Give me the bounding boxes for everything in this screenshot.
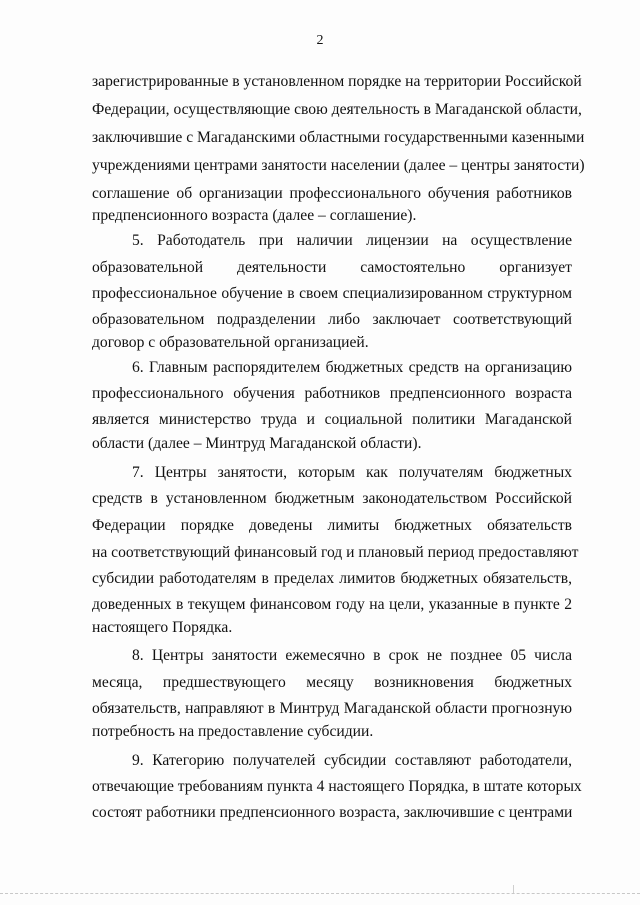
- text-line: соглашение об организации профессионального обучения работников: [92, 185, 572, 202]
- clause-5-first-line: 5. Работодатель при наличии лицензии на осуществление: [132, 232, 572, 249]
- text-line: на соответствующий финансовый год и плановый период предоставляют: [92, 544, 579, 561]
- clause-6-first-line: 6. Главным распорядителем бюджетных средств на организацию: [132, 359, 572, 376]
- text-line: месяца, предшествующего месяцу возникновения бюджетных: [92, 674, 572, 691]
- text-line: образовательной деятельности самостоятельно организует: [92, 259, 572, 276]
- text-line: Федерации, осуществляющие свою деятельность в Магаданской области,: [92, 101, 582, 118]
- text-line: образовательном подразделении либо заключает соответствующий: [92, 311, 572, 328]
- text-line: обязательств, направляют в Минтруд Магаданской области прогнозную: [92, 700, 572, 717]
- text-line: настоящего Порядка.: [92, 619, 233, 636]
- text-line: является министерство труда и социальной политики Магаданской: [92, 411, 572, 428]
- text-line: отвечающие требованиям пункта 4 настоящего Порядка, в штате которых: [92, 778, 582, 795]
- clause-9-first-line: 9. Категорию получателей субсидии составляют работодатели,: [132, 752, 572, 769]
- text-line: Федерации порядке доведены лимиты бюджетных обязательств: [92, 517, 572, 534]
- text-line: профессиональное обучение в своем специализированном структурном: [92, 285, 572, 302]
- text-line: профессионального обучения работников предпенсионного возраста: [92, 385, 572, 402]
- text-line: субсидии работодателям в пределах лимитов бюджетных обязательств,: [92, 570, 572, 587]
- clause-8-first-line: 8. Центры занятости ежемесячно в срок не позднее 05 числа: [132, 647, 572, 664]
- text-line: области (далее – Минтруд Магаданской области).: [92, 435, 422, 452]
- text-line: состоят работники предпенсионного возраста, заключившие с центрами: [92, 804, 573, 821]
- text-line: потребность на предоставление субсидии.: [92, 723, 374, 740]
- text-line: доведенных в текущем финансовом году на цели, указанные в пункте 2: [92, 596, 572, 613]
- scan-mark: [513, 885, 518, 893]
- clause-7-first-line: 7. Центры занятости, которым как получателям бюджетных: [132, 464, 572, 481]
- text-line: договор с образовательной организацией.: [92, 334, 369, 351]
- text-line: зарегистрированные в установленном порядке на территории Российской: [92, 73, 582, 90]
- scan-bottom-edge: [0, 893, 640, 894]
- page-number: 2: [316, 33, 324, 48]
- text-line: средств в установленном бюджетным законодательством Российской: [92, 490, 572, 507]
- text-line: предпенсионного возраста (далее – соглашение).: [92, 207, 417, 224]
- text-line: учреждениями центрами занятости населении (далее – центры занятости): [92, 157, 585, 174]
- text-line: заключившие с Магаданскими областными государственными казенными: [92, 129, 585, 146]
